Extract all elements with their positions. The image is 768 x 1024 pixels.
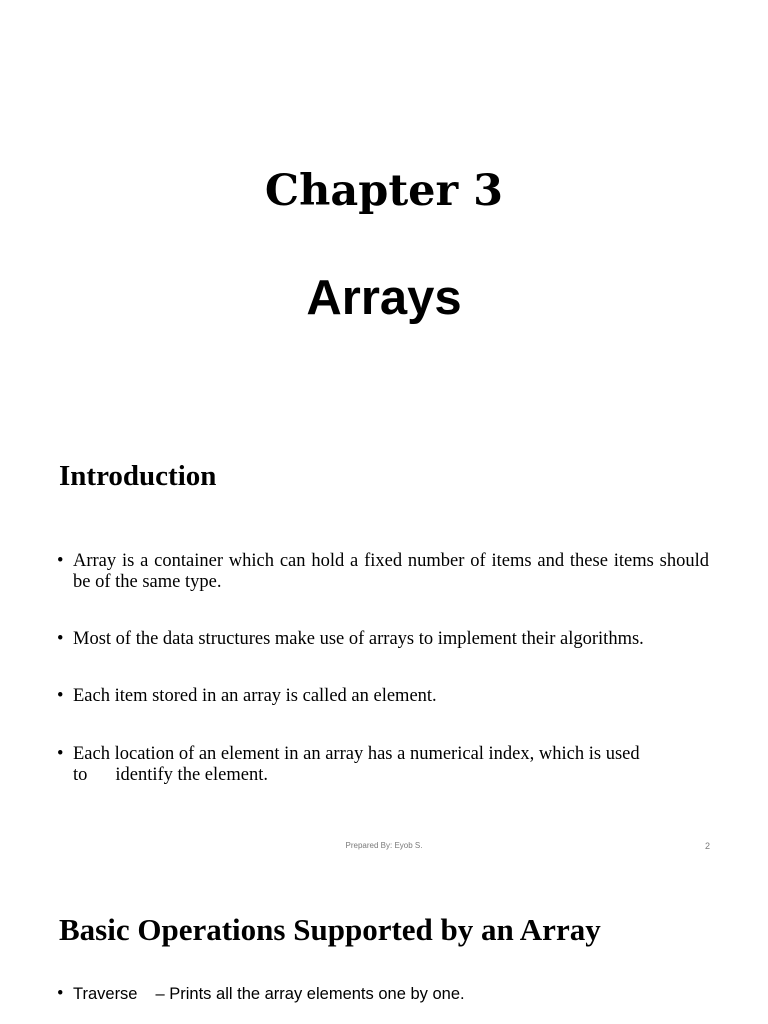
bullet-text: Most of the data structures make use of arrays to implement their algorithms. [73, 629, 644, 649]
bullet-text-line-2-start: to [73, 765, 88, 785]
operation-description: – Prints all the array elements one by one. [155, 985, 465, 1003]
chapter-topic: Arrays [306, 271, 462, 325]
bullet-item [57, 629, 709, 650]
bullet-item [57, 551, 709, 593]
bullet-icon: • [57, 744, 64, 764]
bullet-icon: • [57, 551, 64, 571]
bullet-text [73, 984, 709, 1005]
bullet-item [57, 686, 709, 707]
slide-heading-introduction: Introduction [59, 460, 217, 492]
bullet-icon: • [57, 629, 64, 649]
slide-heading-basic-operations: Basic Operations Supported by an Array [59, 912, 601, 947]
bullet-item [57, 984, 709, 1005]
bullet-text: Each item stored in an array is called an element. [73, 686, 437, 706]
footer-credit: Prepared By: Eyob S. [345, 841, 423, 850]
bullet-text: Array is a container which can hold a fixed number of items and these items should be of the same type. [73, 551, 709, 592]
bullet-text-line-1: Each location of an element in an array has a numerical index, which is used [73, 744, 640, 764]
bullet-item [57, 744, 709, 786]
bullet-text [73, 744, 709, 786]
operation-term: Traverse [73, 985, 138, 1003]
page-number: 2 [704, 841, 710, 851]
bullet-icon: • [57, 686, 64, 706]
bullet-icon: • [57, 984, 64, 1004]
chapter-title: Chapter 3 [264, 166, 504, 216]
bullet-text-line-2-end: identify the element. [115, 765, 268, 785]
